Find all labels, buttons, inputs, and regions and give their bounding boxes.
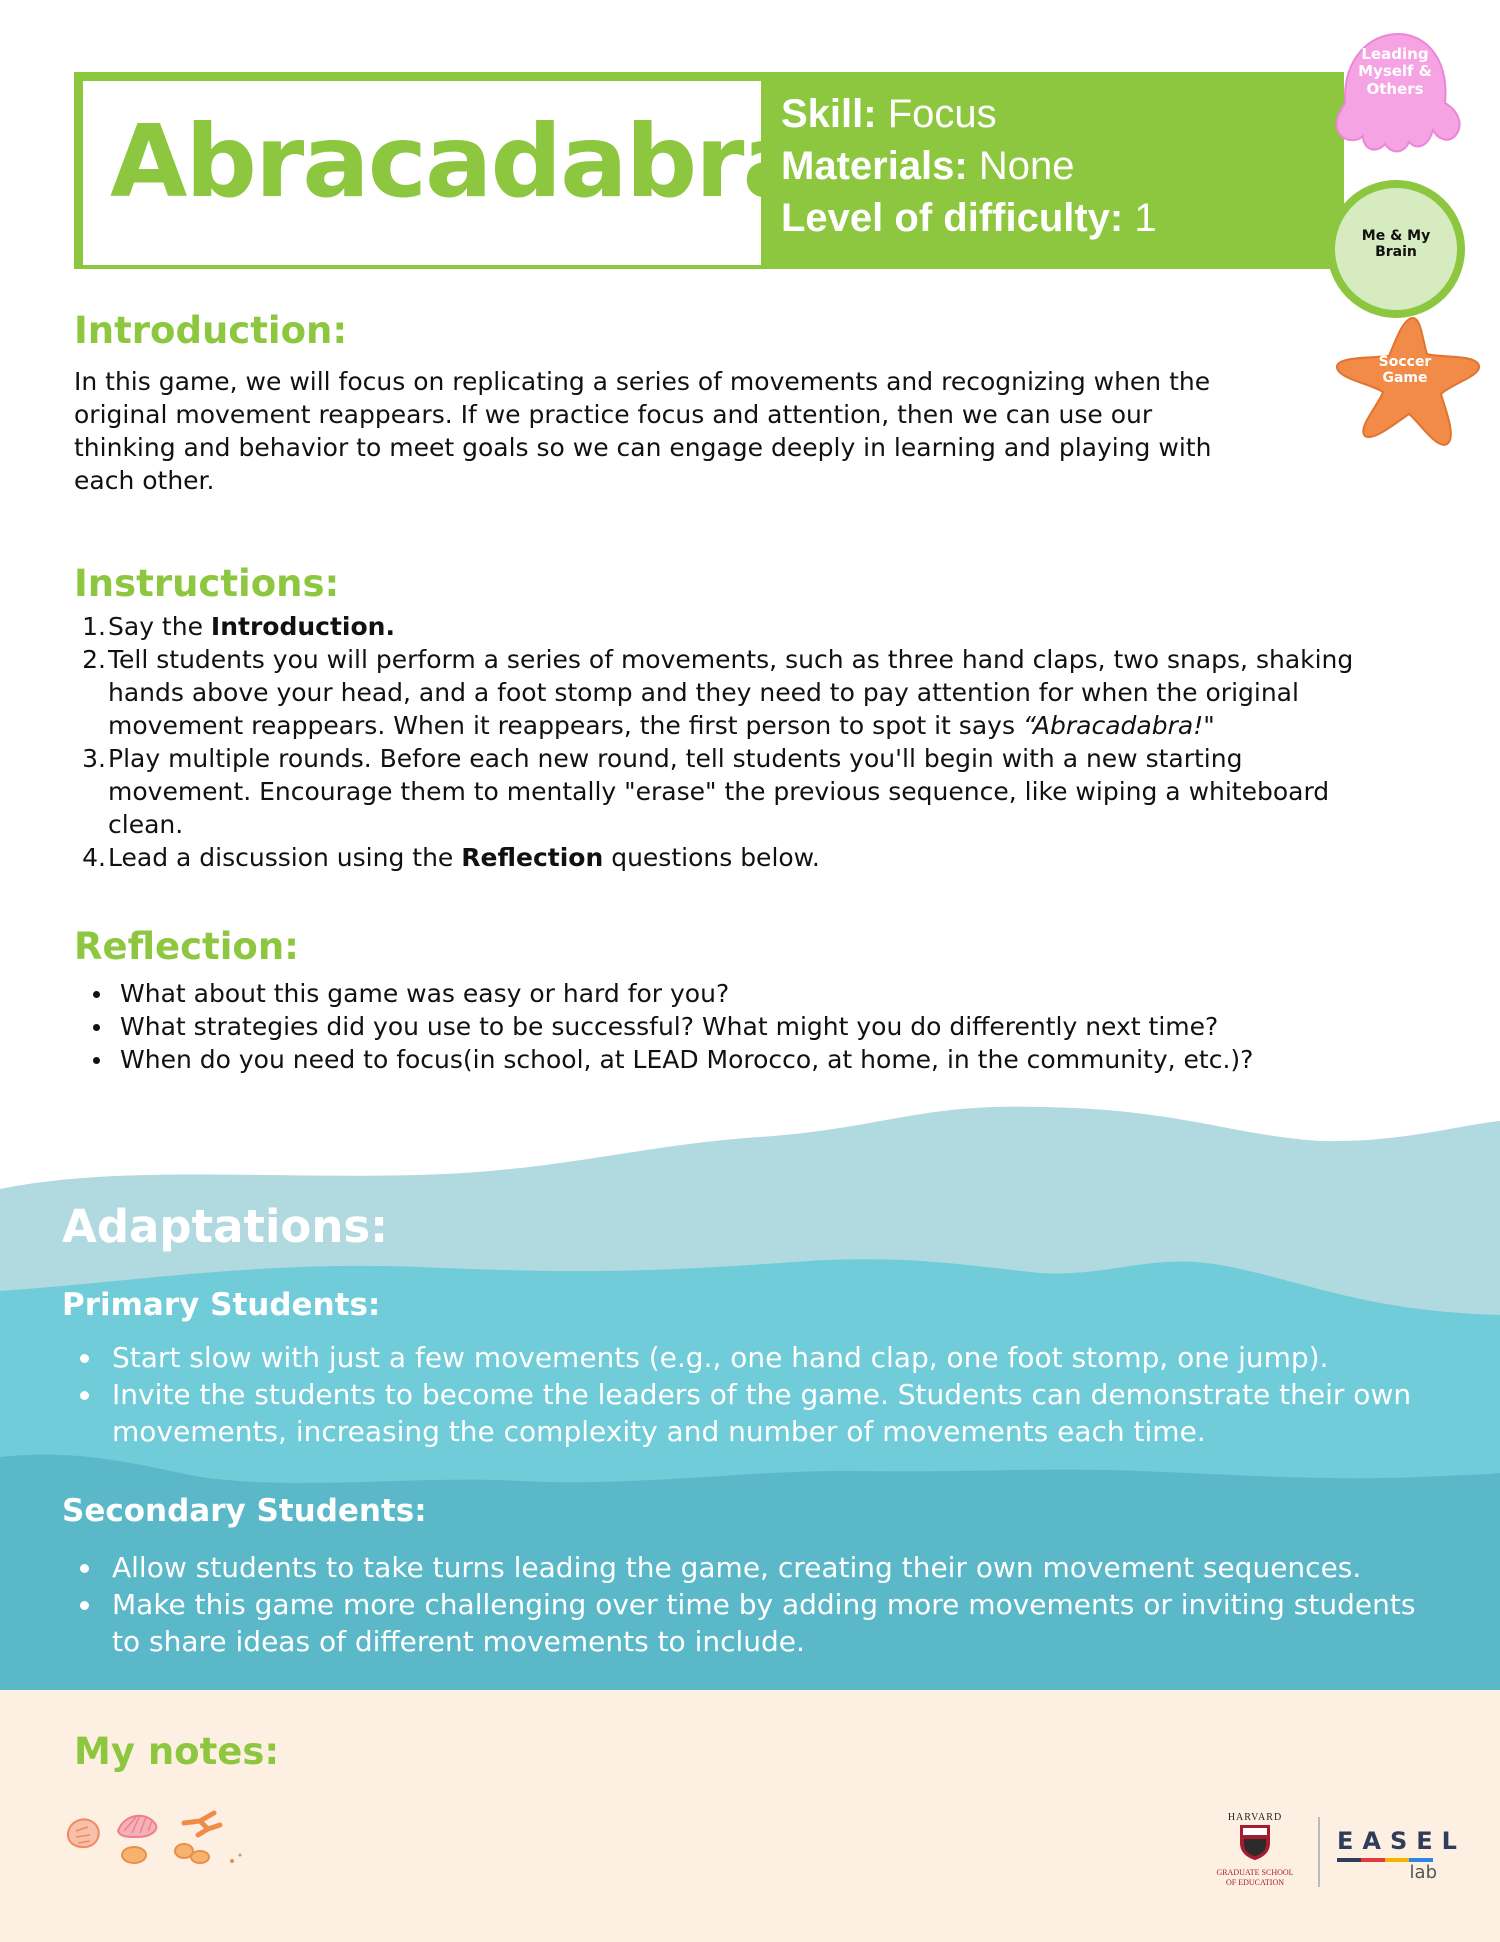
instructions-heading: Instructions: [74, 562, 340, 605]
instructions-list [74, 610, 1364, 874]
instruction-step [74, 610, 1364, 643]
skill-line [781, 88, 1157, 140]
leading-line-2: Myself & [1358, 62, 1432, 81]
difficulty-value: 1 [1134, 196, 1157, 240]
materials-label: Materials: [781, 144, 968, 188]
harvard-logo-top: HARVARD [1227, 1812, 1283, 1823]
step-number: 1. [82, 612, 106, 641]
skill-value: Focus [887, 92, 997, 136]
easel-wordmark: EASEL [1337, 1827, 1466, 1855]
step-number: 2. [82, 645, 106, 674]
introduction-body: In this game, we will focus on replicating a series of movements and recognizing when the original movement reappears. If we practice focus and attention, then we can use our thinking and behavior to meet goals so we can engage deeply in learning and playing with each other. [74, 367, 1212, 495]
step-bold: Reflection [461, 843, 604, 872]
harvard-logo [1205, 1812, 1305, 1888]
harvard-shield-icon [1238, 1823, 1272, 1861]
leading-line-3: Others [1366, 79, 1424, 98]
list-item: Make this game more challenging over time by adding more movements or inviting students to share ideas of different movements to include. [78, 1586, 1438, 1660]
introduction-heading: Introduction: [74, 309, 348, 352]
list-item: What strategies did you use to be successful? What might you do differently next time? [90, 1010, 1390, 1043]
instruction-step [74, 841, 1364, 874]
skill-label: Skill: [781, 92, 877, 136]
step-text: Tell students you will perform a series of movements, such as three hand claps, two snaps, shaking hands above your head, and a foot stomp and they need to pay attention for when the original movement reappears. When it reappears, the first person to spot it says “Abracadabra!" [108, 645, 1354, 740]
adaptations-heading: Adaptations: [62, 1200, 389, 1253]
materials-line [781, 140, 1157, 192]
step-number: 3. [82, 744, 106, 773]
list-item: What about this game was easy or hard for you? [90, 977, 1390, 1010]
page-title: Abracadabra [110, 103, 808, 220]
step-number: 4. [82, 843, 106, 872]
step-text: Play multiple rounds. Before each new round, tell students you'll begin with a new starting movement. Encourage them to mentally "erase" the previous sequence, like wiping a whiteboard clean. [108, 744, 1330, 839]
soccer-line-1: Soccer [1378, 354, 1432, 370]
list-item: Invite the students to become the leaders of the game. Students can demonstrate their own movements, increasing the complexity and number of movements each time. [78, 1376, 1438, 1450]
brain-line-2: Brain [1375, 244, 1417, 261]
easel-logo [1337, 1827, 1466, 1883]
brain-badge [1324, 177, 1468, 321]
list-item: Start slow with just a few movements (e.g., one hand clap, one foot stomp, one jump). [78, 1339, 1438, 1376]
meta-block [781, 88, 1157, 244]
harvard-logo-bottom: GRADUATE SCHOOL OF EDUCATION [1216, 1868, 1294, 1887]
easel-lab-text: lab [1409, 1862, 1437, 1883]
secondary-heading: Secondary Students: [62, 1493, 427, 1529]
secondary-list [78, 1549, 1438, 1660]
materials-value: None [978, 144, 1075, 188]
leading-badge [1325, 28, 1465, 168]
reflection-list [90, 977, 1390, 1076]
primary-list [78, 1339, 1438, 1450]
step-text: Say the Introduction. [108, 612, 395, 641]
step-bold: Introduction. [210, 612, 395, 641]
difficulty-label: Level of difficulty: [781, 196, 1124, 240]
soccer-line-2: Game [1382, 370, 1428, 387]
difficulty-line [781, 192, 1157, 244]
seashells-icon [62, 1803, 272, 1873]
step-text: Lead a discussion using the Reflection questions below. [108, 843, 820, 872]
list-item: Allow students to take turns leading the game, creating their own movement sequences. [78, 1549, 1438, 1586]
instruction-step [74, 643, 1364, 742]
brain-line-1: Me & My [1361, 228, 1431, 244]
step-italic: “Abracadabra! [1022, 711, 1204, 740]
list-item: When do you need to focus(in school, at LEAD Morocco, at home, in the community, etc.)? [90, 1043, 1390, 1076]
logo-divider [1318, 1817, 1320, 1887]
primary-heading: Primary Students: [62, 1287, 381, 1323]
instruction-step [74, 742, 1364, 841]
soccer-badge [1327, 312, 1483, 452]
reflection-heading: Reflection: [74, 925, 299, 968]
leading-line-1: Leading [1361, 45, 1429, 63]
notes-heading: My notes: [74, 1730, 280, 1773]
